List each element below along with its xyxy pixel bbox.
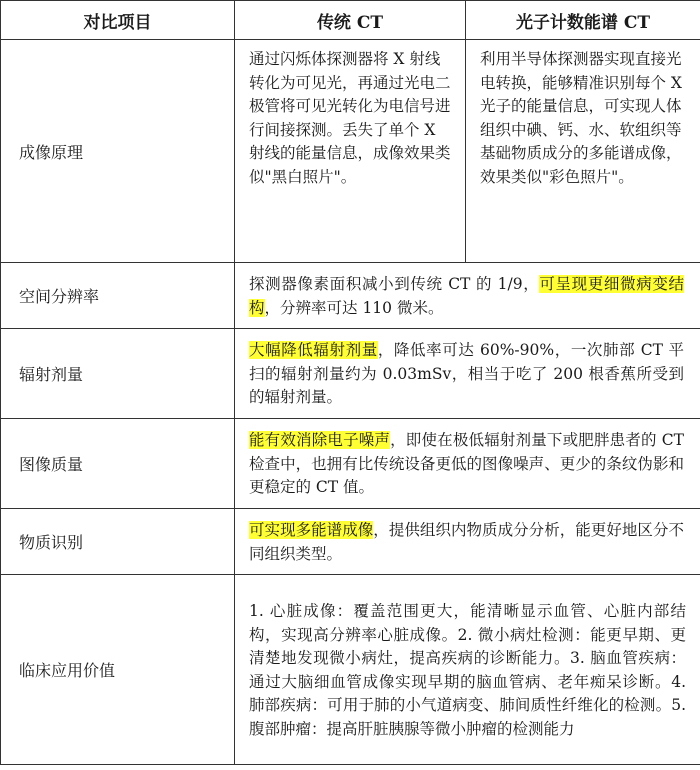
highlighted-text: 能有效消除电子噪声 [249, 431, 391, 450]
text-pre: 探测器像素面积减小到传统 CT 的 1/9， [249, 275, 540, 293]
text-post: ，即使在极低辐射剂量下或肥胖患者的 CT 检查中，也拥有比传统设备更低的图像噪声、更少的条纹伪影和更稳定的 CT 值。 [249, 431, 684, 497]
header-photon-ct: 光子计数能谱 CT [466, 1, 700, 40]
header-traditional-ct: 传统 CT [235, 1, 466, 40]
row-spatial-resolution [1, 263, 700, 329]
row-label: 物质识别 [1, 509, 235, 575]
text-post: ，降低率可达 60%-90%，一次肺部 CT 平扫的辐射剂量约为 0.03mSv，相当于吃了 200 根香蕉所受到的辐射剂量。 [249, 341, 684, 407]
comparison-text [235, 419, 700, 509]
comparison-text [235, 509, 700, 575]
comparison-text [235, 329, 700, 419]
row-label: 成像原理 [1, 40, 235, 263]
row-imaging-principle [1, 40, 700, 263]
row-image-quality [1, 419, 700, 509]
row-label: 临床应用价值 [1, 575, 235, 765]
clinical-text: 1. 心脏成像：覆盖范围更大，能清晰显示血管、心脏内部结构，实现高分辨率心脏成像。2. 微小病灶检测：能更早期、更清楚地发现微小病灶，提高疾病的诊断能力。3. 脑血管疾病：通过大脑细血管成像实现早期的脑血管病、老年痴呆诊断。4. 肺部疾病：可用于肺的小气道病变、肺间质性纤维化的检测。5. 腹部肿瘤：提高肝脏胰腺等微小肿瘤的检测能力 [235, 575, 700, 765]
photon-ct-cell: 利用半导体探测器实现直接光电转换，能够精准识别每个 X 光子的能量信息，可实现人体组织中碘、钙、水、软组织等基础物质成分的多能谱成像，效果类似"彩色照片"。 [466, 40, 700, 263]
row-material-identification [1, 509, 700, 575]
row-label: 空间分辨率 [1, 263, 235, 329]
comparison-text [235, 263, 700, 329]
highlighted-text: 可呈现更细微病变结构 [249, 275, 684, 317]
text-post: ，提供组织内物质成分分析，能更好地区分不同组织类型。 [249, 521, 684, 563]
header-item: 对比项目 [1, 1, 235, 40]
row-clinical-value [1, 575, 700, 765]
highlighted-text: 大幅降低辐射剂量 [249, 341, 378, 360]
row-label: 辐射剂量 [1, 329, 235, 419]
traditional-ct-cell: 通过闪烁体探测器将 X 射线转化为可见光，再通过光电二极管将可见光转化为电信号进行间接探测。丢失了单个 X 射线的能量信息，成像效果类似"黑白照片"。 [235, 40, 466, 263]
row-label: 图像质量 [1, 419, 235, 509]
header-row [1, 1, 700, 40]
highlighted-text: 可实现多能谱成像 [249, 521, 374, 539]
row-radiation-dose [1, 329, 700, 419]
text-post: ，分辨率可达 110 微米。 [264, 298, 444, 317]
